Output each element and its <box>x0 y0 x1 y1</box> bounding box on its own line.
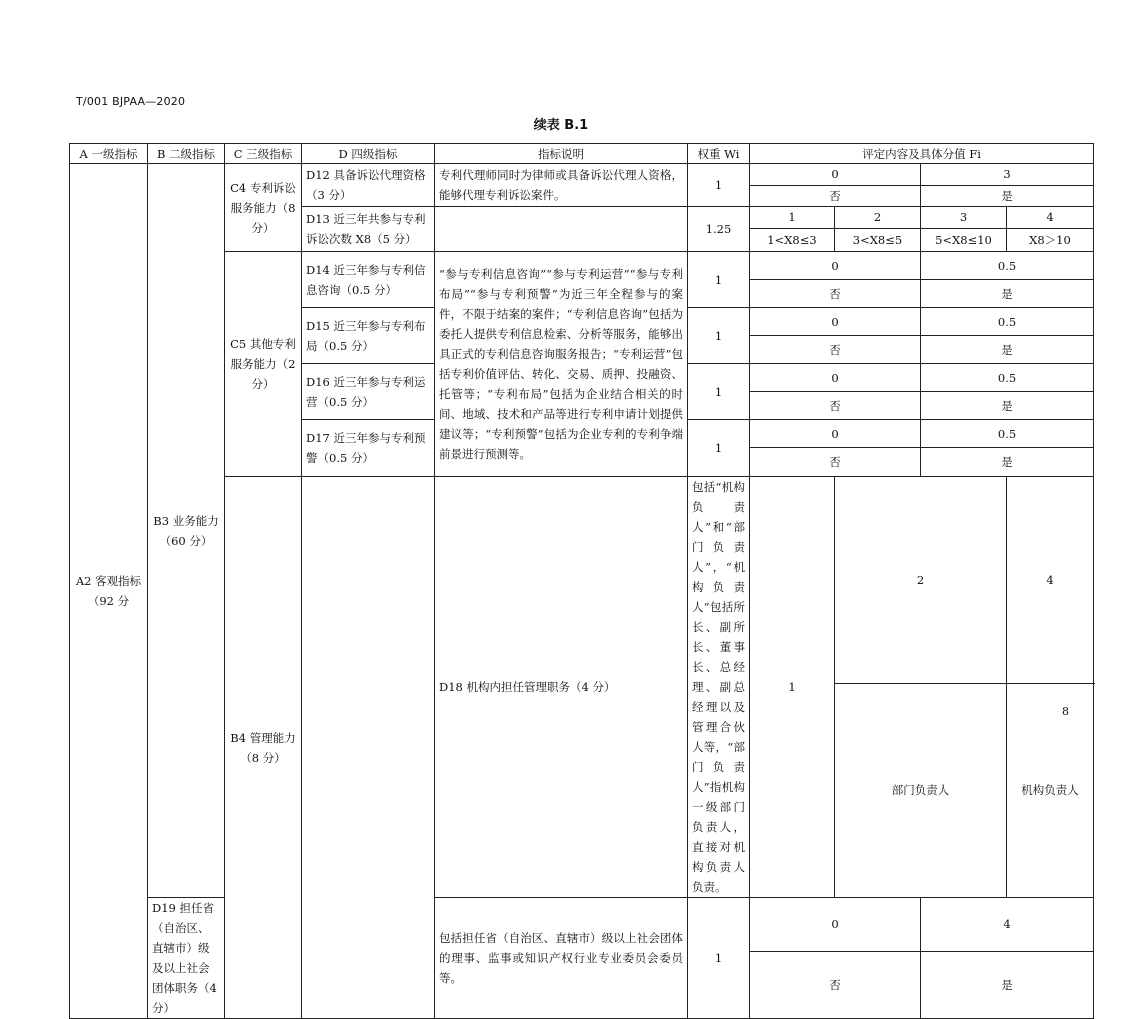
table-title: 续表 B.1 <box>533 118 589 133</box>
d13-condition-1: 3<X8≤5 <box>835 228 921 251</box>
d12-weight: 1 <box>688 164 750 207</box>
d16-label: D16 近三年参与专利运营（0.5 分） <box>302 364 435 420</box>
d13-desc-empty <box>435 207 688 252</box>
d13-score-2: 3 <box>921 207 1007 229</box>
d16-score-1: 0.5 <box>921 364 1094 392</box>
d17-label: D17 近三年参与专利预警（0.5 分） <box>302 420 435 477</box>
d14-condition-1: 是 <box>921 280 1094 308</box>
d14-weight: 1 <box>688 252 750 308</box>
d19-score-0: 0 <box>750 898 921 952</box>
a2-cell: A2 客观指标（92 分 <box>70 164 148 1019</box>
d15-score-0: 0 <box>750 308 921 336</box>
column-header-b: B 二级指标 <box>148 144 225 164</box>
d18-weight: 1 <box>750 477 835 898</box>
b3-cell: B3 业务能力（60 分） <box>148 164 225 898</box>
column-header-desc: 指标说明 <box>435 144 688 164</box>
d17-condition-0: 否 <box>750 448 921 477</box>
d14-score-0: 0 <box>750 252 921 280</box>
d18-score-0: 2 <box>835 477 1007 684</box>
column-header-c: C 三级指标 <box>225 144 302 164</box>
header-row <box>70 144 1094 164</box>
d16-condition-1: 是 <box>921 392 1094 420</box>
d17-score-1: 0.5 <box>921 420 1094 448</box>
document-code: T/001 BJPAA—2020 <box>76 95 186 108</box>
d13-condition-3: X8＞10 <box>1007 228 1094 251</box>
table-row <box>70 164 1094 186</box>
d13-score-0: 1 <box>750 207 835 229</box>
d17-weight: 1 <box>688 420 750 477</box>
d13-weight: 1.25 <box>688 207 750 252</box>
d19-score-1: 4 <box>921 898 1094 952</box>
d17-condition-1: 是 <box>921 448 1094 477</box>
d19-weight: 1 <box>688 898 750 1019</box>
c-empty-cell <box>302 477 435 1019</box>
d14-label: D14 近三年参与专利信息咨询（0.5 分） <box>302 252 435 308</box>
d18-score-1: 4 <box>1007 477 1094 684</box>
d13-condition-0: 1<X8≤3 <box>750 228 835 251</box>
d12-condition-1: 是 <box>921 185 1094 207</box>
d13-score-3: 4 <box>1007 207 1094 229</box>
d12-label: D12 具备诉讼代理资格（3 分） <box>302 164 435 207</box>
d12-score-0: 0 <box>750 164 921 186</box>
d12-score-1: 3 <box>921 164 1094 186</box>
d13-label: D13 近三年共参与专利诉讼次数 X8（5 分） <box>302 207 435 252</box>
d19-label: D19 担任省（自治区、直辖市）级及以上社会团体职务（4 分） <box>148 898 225 1019</box>
d13-score-1: 2 <box>835 207 921 229</box>
d17-score-0: 0 <box>750 420 921 448</box>
d15-condition-1: 是 <box>921 336 1094 364</box>
d12-condition-0: 否 <box>750 185 921 207</box>
table-row <box>70 898 1094 952</box>
d15-label: D15 近三年参与专利布局（0.5 分） <box>302 308 435 364</box>
page-number: 8 <box>1062 705 1069 718</box>
b4-cell: B4 管理能力（8 分） <box>225 477 302 1019</box>
d16-score-0: 0 <box>750 364 921 392</box>
indicator-table <box>69 143 1094 1019</box>
column-header-score: 评定内容及具体分值 Fi <box>750 144 1094 164</box>
column-header-weight: 权重 Wi <box>688 144 750 164</box>
c4-cell: C4 专利诉讼服务能力（8 分） <box>225 164 302 252</box>
d15-score-1: 0.5 <box>921 308 1094 336</box>
d19-condition-1: 是 <box>921 951 1094 1018</box>
d18-desc: 包括“机构负责人”和“部门负责人”，“机构负责人”包括所长、副所长、董事长、总经理、副总经理以及管理合伙人等，“部门负责人”指机构一级部门负责人，直接对机构负责人负责。 <box>688 477 750 898</box>
d14-condition-0: 否 <box>750 280 921 308</box>
d14-score-1: 0.5 <box>921 252 1094 280</box>
column-header-a: A 一级指标 <box>70 144 148 164</box>
c5-cell: C5 其他专利服务能力（2 分） <box>225 252 302 477</box>
d18-condition-1: 机构负责人 <box>1007 683 1094 897</box>
d16-weight: 1 <box>688 364 750 420</box>
d15-condition-0: 否 <box>750 336 921 364</box>
d16-condition-0: 否 <box>750 392 921 420</box>
d19-desc: 包括担任省（自治区、直辖市）级以上社会团体的理事、监事或知识产权行业专业委员会委员等。 <box>435 898 688 1019</box>
d18-condition-0: 部门负责人 <box>835 683 1007 897</box>
d15-weight: 1 <box>688 308 750 364</box>
d13-condition-2: 5<X8≤10 <box>921 228 1007 251</box>
column-header-d: D 四级指标 <box>302 144 435 164</box>
d19-condition-0: 否 <box>750 951 921 1018</box>
d12-desc: 专利代理师同时为律师或具备诉讼代理人资格，能够代理专利诉讼案件。 <box>435 164 688 207</box>
c5-desc: “参与专利信息咨询”“参与专利运营”“参与专利布局”“参与专利预警”为近三年全程参与的案件，不限于结案的案件；“专利信息咨询”包括为委托人提供专利信息检索、分析等服务，能够出具正式的专利信息咨询服务报告；“专利运营”包括专利价值评估、转化、交易、质押、投融资、托管等；“专利布局”包括为企业结合相关的时间、地域、技术和产品等进行专利申请计划提供建议等；“专利预警”包括为企业专利的专利争端前景进行预测等。 <box>435 252 688 477</box>
d18-label: D18 机构内担任管理职务（4 分） <box>435 477 688 898</box>
